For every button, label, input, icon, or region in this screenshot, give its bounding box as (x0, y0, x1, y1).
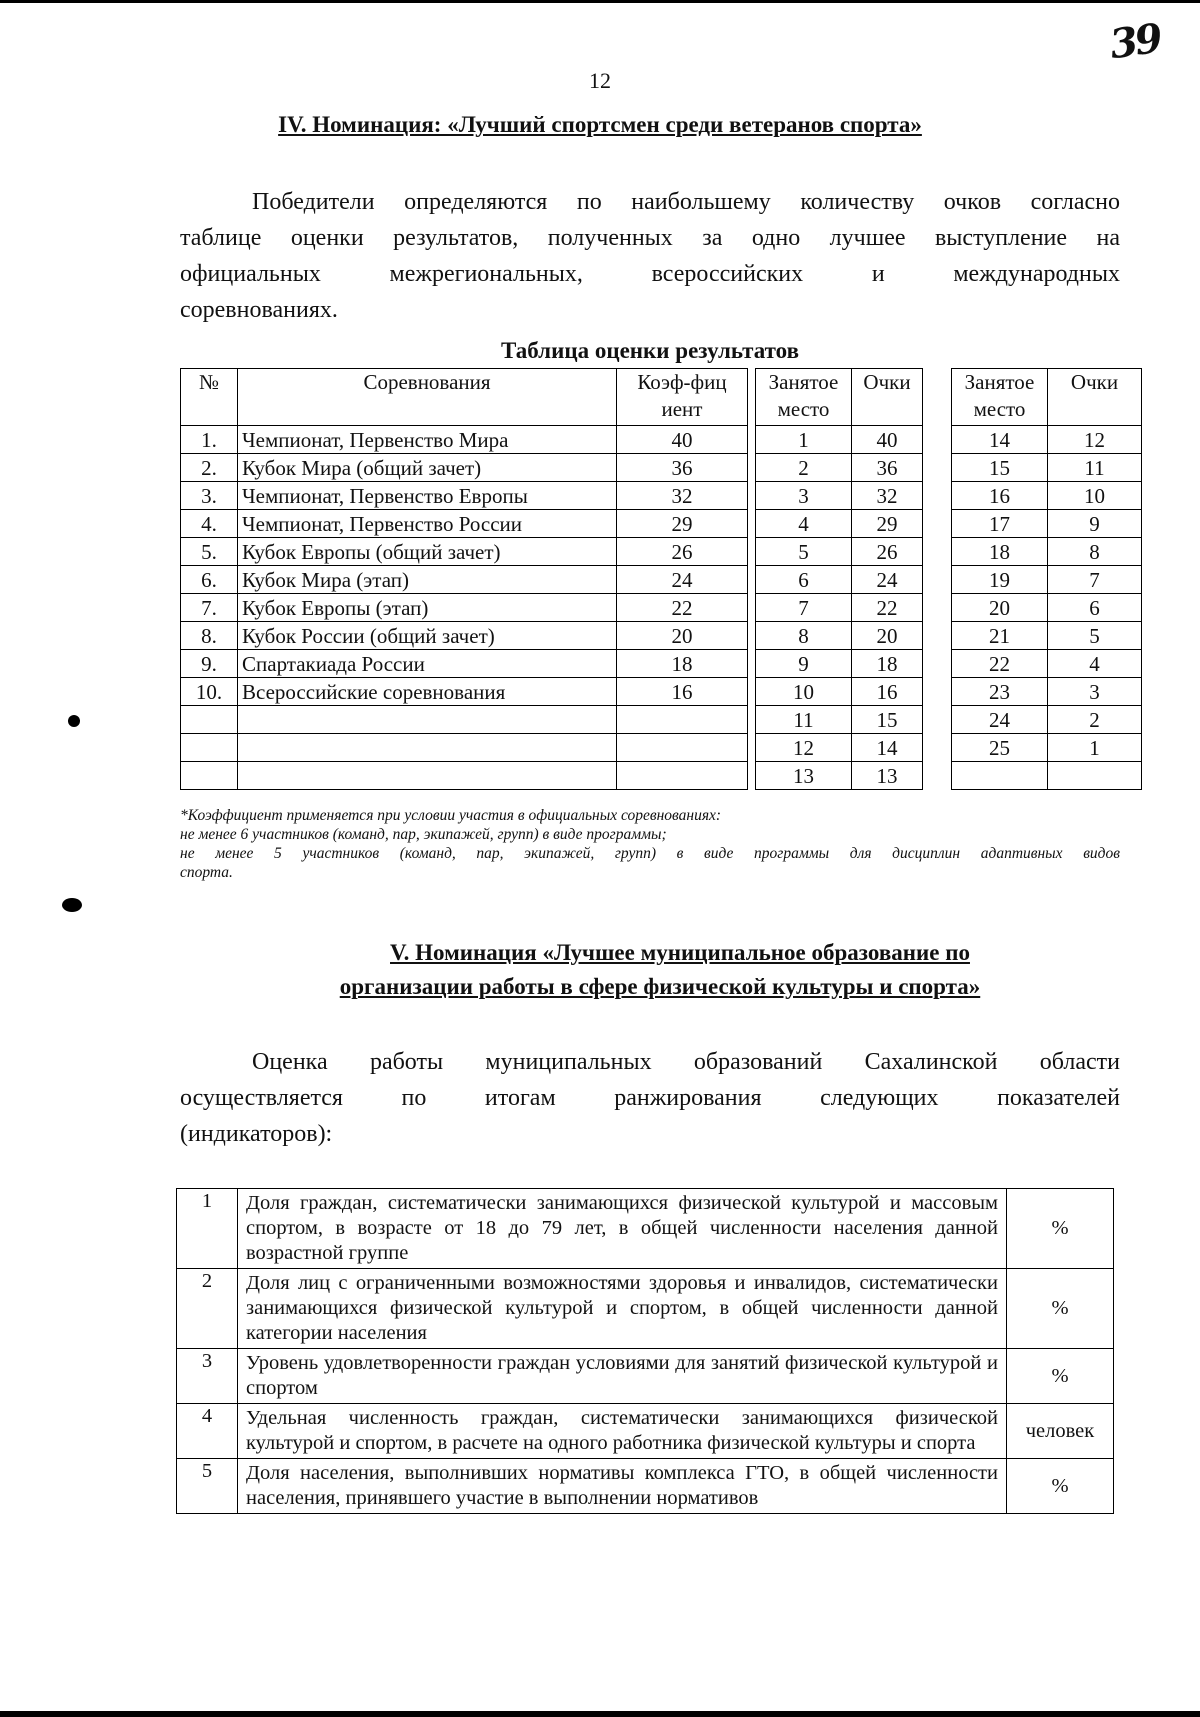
points-table-places-1-13 (755, 368, 923, 790)
points-cell: 10 (1048, 482, 1142, 510)
table-row (756, 622, 923, 650)
paragraph-line: осуществляется по итогам ранжирования следующих показателей (180, 1085, 1120, 1111)
competition-name: Кубок России (общий зачет) (238, 622, 617, 650)
table-row (756, 426, 923, 454)
place-cell: 13 (756, 762, 852, 790)
place-cell: 22 (952, 650, 1048, 678)
place-cell: 19 (952, 566, 1048, 594)
place-cell: 14 (952, 426, 1048, 454)
place-cell: 21 (952, 622, 1048, 650)
table-row (952, 482, 1142, 510)
table-row (756, 538, 923, 566)
points-cell: 16 (852, 678, 923, 706)
note-line: не менее 5 участников (команд, пар, экипажей, групп) в виде программы для дисциплин адаптивных видов (180, 845, 1120, 862)
competitions-table (180, 368, 748, 790)
competition-number: 8. (181, 622, 238, 650)
table-row (181, 678, 748, 706)
place-cell: 8 (756, 622, 852, 650)
paragraph-line: Оценка работы муниципальных образований Сахалинской области (252, 1049, 1120, 1075)
place-cell: 18 (952, 538, 1048, 566)
header-points: Очки (1048, 369, 1142, 426)
points-cell: 24 (852, 566, 923, 594)
indicator-text: Доля граждан, систематически занимающихся физической культурой и массовым спортом, в возрасте от 18 до 79 лет, в общей численности населения данной возрастной группе (238, 1189, 1007, 1269)
competition-coefficient: 24 (617, 566, 748, 594)
table-row (952, 426, 1142, 454)
indicator-number: 1 (177, 1189, 238, 1269)
header-points: Очки (852, 369, 923, 426)
competition-coefficient: 16 (617, 678, 748, 706)
competition-name: Кубок Европы (общий зачет) (238, 538, 617, 566)
competition-number (181, 734, 238, 762)
indicator-unit: % (1007, 1189, 1114, 1269)
table-header-row (181, 369, 748, 426)
paragraph-line: (индикаторов): (180, 1121, 333, 1147)
competition-coefficient: 36 (617, 454, 748, 482)
header-number: № (181, 369, 238, 426)
place-cell: 20 (952, 594, 1048, 622)
place-cell: 9 (756, 650, 852, 678)
competition-number: 2. (181, 454, 238, 482)
paragraph-line: соревнованиях. (180, 297, 338, 323)
table-row (181, 538, 748, 566)
table-row (756, 678, 923, 706)
table-row (181, 594, 748, 622)
competition-name: Кубок Мира (общий зачет) (238, 454, 617, 482)
points-cell: 6 (1048, 594, 1142, 622)
competition-number: 4. (181, 510, 238, 538)
competition-name (238, 734, 617, 762)
table-row (756, 650, 923, 678)
competition-name: Чемпионат, Первенство России (238, 510, 617, 538)
place-cell: 25 (952, 734, 1048, 762)
competition-number (181, 762, 238, 790)
note-line: *Коэффициент применяется при условии участия в официальных соревнованиях: (180, 807, 722, 824)
points-cell: 20 (852, 622, 923, 650)
points-cell: 7 (1048, 566, 1142, 594)
competition-number: 9. (181, 650, 238, 678)
table-row (181, 706, 748, 734)
table-row (952, 622, 1142, 650)
table-row (181, 426, 748, 454)
place-cell: 17 (952, 510, 1048, 538)
scan-blot (68, 715, 80, 727)
place-cell: 12 (756, 734, 852, 762)
indicator-number: 3 (177, 1349, 238, 1404)
header-place (952, 369, 1048, 426)
competition-name: Кубок Европы (этап) (238, 594, 617, 622)
place-cell: 16 (952, 482, 1048, 510)
competition-coefficient (617, 734, 748, 762)
points-cell: 40 (852, 426, 923, 454)
header-place (756, 369, 852, 426)
place-cell: 15 (952, 454, 1048, 482)
place-cell: 4 (756, 510, 852, 538)
competition-name (238, 762, 617, 790)
competition-number: 10. (181, 678, 238, 706)
competition-number: 3. (181, 482, 238, 510)
table-row (756, 734, 923, 762)
points-cell: 3 (1048, 678, 1142, 706)
table-row (181, 566, 748, 594)
points-cell: 11 (1048, 454, 1142, 482)
table-row (952, 454, 1142, 482)
competition-coefficient: 18 (617, 650, 748, 678)
competition-name: Чемпионат, Первенство Европы (238, 482, 617, 510)
table-row (181, 762, 748, 790)
competition-number: 1. (181, 426, 238, 454)
points-cell: 32 (852, 482, 923, 510)
points-cell: 22 (852, 594, 923, 622)
table-row (181, 454, 748, 482)
table-row (952, 510, 1142, 538)
competition-coefficient (617, 762, 748, 790)
competition-name: Кубок Мира (этап) (238, 566, 617, 594)
points-cell (1048, 762, 1142, 790)
indicator-unit: человек (1007, 1404, 1114, 1459)
table-row (181, 650, 748, 678)
place-cell: 3 (756, 482, 852, 510)
header-place-label: Занятое место (964, 370, 1035, 421)
top-scan-border (0, 0, 1200, 3)
section5-heading-line1: V. Номинация «Лучшее муниципальное образование по (390, 940, 970, 965)
competition-coefficient (617, 706, 748, 734)
indicator-number: 5 (177, 1459, 238, 1514)
place-cell: 5 (756, 538, 852, 566)
table-header-row (756, 369, 923, 426)
competition-coefficient: 32 (617, 482, 748, 510)
section4-paragraph (180, 184, 1120, 328)
indicator-text: Доля лиц с ограниченными возможностями здоровья и инвалидов, систематически занимающихся физической культурой и спортом, в общей численности данной категории населения (238, 1269, 1007, 1349)
indicator-unit: % (1007, 1269, 1114, 1349)
competition-coefficient: 20 (617, 622, 748, 650)
table-row (177, 1269, 1114, 1349)
table-row (756, 454, 923, 482)
table-row (952, 678, 1142, 706)
competition-name: Чемпионат, Первенство Мира (238, 426, 617, 454)
table-row (756, 594, 923, 622)
points-cell: 1 (1048, 734, 1142, 762)
table-row (756, 706, 923, 734)
header-place-label: Занятое место (768, 370, 839, 421)
header-coefficient-label: Коэф-фициент (637, 370, 727, 421)
paragraph-line: Победители определяются по наибольшему количеству очков согласно (252, 189, 1120, 215)
indicator-text: Удельная численность граждан, систематически занимающихся физической культурой и спортом, в расчете на одного работника физической культуры и спорта (238, 1404, 1007, 1459)
points-cell: 2 (1048, 706, 1142, 734)
table-row (177, 1404, 1114, 1459)
indicator-unit: % (1007, 1459, 1114, 1514)
table-row (181, 482, 748, 510)
paragraph-line: таблице оценки результатов, полученных за одно лучшее выступление на (180, 225, 1120, 251)
table-row (952, 762, 1142, 790)
points-cell: 26 (852, 538, 923, 566)
points-cell: 29 (852, 510, 923, 538)
competition-number: 7. (181, 594, 238, 622)
competition-number: 6. (181, 566, 238, 594)
points-cell: 5 (1048, 622, 1142, 650)
indicator-text: Доля населения, выполнивших нормативы комплекса ГТО, в общей численности населения, принявшего участие в выполнении нормативов (238, 1459, 1007, 1514)
table-row (181, 510, 748, 538)
table-row (756, 482, 923, 510)
table-row (756, 762, 923, 790)
place-cell: 7 (756, 594, 852, 622)
paragraph-line: официальных межрегиональных, всероссийских и международных (180, 261, 1120, 287)
table-header-row (952, 369, 1142, 426)
coefficient-note (180, 806, 1120, 882)
results-table-title: Таблица оценки результатов (500, 338, 800, 363)
place-cell: 1 (756, 426, 852, 454)
competition-coefficient: 22 (617, 594, 748, 622)
header-competitions: Соревнования (238, 369, 617, 426)
indicator-number: 4 (177, 1404, 238, 1459)
indicator-number: 2 (177, 1269, 238, 1349)
table-row (952, 650, 1142, 678)
table-row (952, 538, 1142, 566)
points-cell: 4 (1048, 650, 1142, 678)
place-cell (952, 762, 1048, 790)
scan-blot (62, 898, 82, 912)
table-row (756, 566, 923, 594)
section5-heading-line2: организации работы в сфере физической культуры и спорта» (339, 974, 981, 999)
competition-number (181, 706, 238, 734)
competition-name: Всероссийские соревнования (238, 678, 617, 706)
place-cell: 6 (756, 566, 852, 594)
competition-coefficient: 26 (617, 538, 748, 566)
note-line: не менее 6 участников (команд, пар, экипажей, групп) в виде программы; (180, 826, 667, 843)
points-cell: 18 (852, 650, 923, 678)
points-cell: 8 (1048, 538, 1142, 566)
table-row (181, 734, 748, 762)
table-row (952, 594, 1142, 622)
table-row (177, 1349, 1114, 1404)
header-coefficient (617, 369, 748, 426)
points-cell: 13 (852, 762, 923, 790)
place-cell: 2 (756, 454, 852, 482)
points-table-places-14-25 (951, 368, 1142, 790)
place-cell: 11 (756, 706, 852, 734)
table-row (177, 1459, 1114, 1514)
competition-coefficient: 29 (617, 510, 748, 538)
points-cell: 14 (852, 734, 923, 762)
points-cell: 15 (852, 706, 923, 734)
place-cell: 10 (756, 678, 852, 706)
competition-number: 5. (181, 538, 238, 566)
table-row (952, 734, 1142, 762)
table-row (181, 622, 748, 650)
handwritten-page-number: 39 (1106, 14, 1163, 69)
points-cell: 36 (852, 454, 923, 482)
indicators-table (176, 1188, 1114, 1514)
table-row (756, 510, 923, 538)
note-line: спорта. (180, 864, 233, 881)
section5-paragraph (180, 1044, 1120, 1152)
indicator-unit: % (1007, 1349, 1114, 1404)
points-cell: 9 (1048, 510, 1142, 538)
table-row (952, 566, 1142, 594)
place-cell: 24 (952, 706, 1048, 734)
section4-heading: IV. Номинация: «Лучший спортсмен среди ветеранов спорта» (278, 112, 922, 137)
competition-coefficient: 40 (617, 426, 748, 454)
indicator-text: Уровень удовлетворенности граждан условиями для занятий физической культурой и спортом (238, 1349, 1007, 1404)
table-row (177, 1189, 1114, 1269)
place-cell: 23 (952, 678, 1048, 706)
points-cell: 12 (1048, 426, 1142, 454)
competition-name (238, 706, 617, 734)
table-row (952, 706, 1142, 734)
competition-name: Спартакиада России (238, 650, 617, 678)
bottom-scan-border (0, 1711, 1200, 1717)
page-number: 12 (589, 68, 611, 93)
